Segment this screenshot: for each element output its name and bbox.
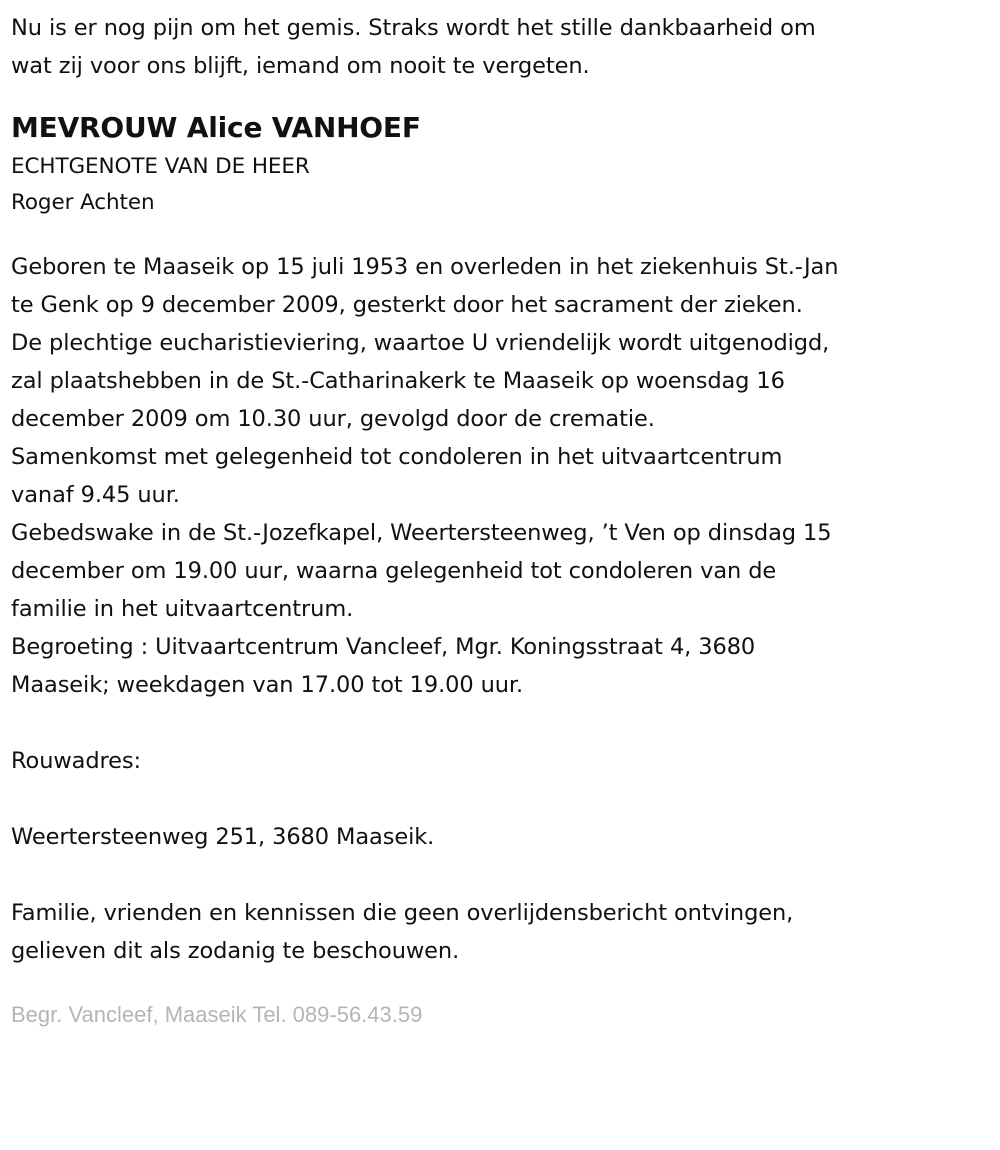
deceased-name: MEVROUW Alice VANHOEF: [11, 111, 421, 144]
mourning-address-heading: Rouwadres:: [11, 748, 142, 774]
announcement-line: zal plaatshebben in de St.-Catharinakerk te Maaseik op woensdag 16: [11, 368, 785, 394]
closing-notice: [11, 894, 990, 970]
announcement-line: familie in het uitvaartcentrum.: [11, 596, 354, 622]
announcement-line: Geboren te Maaseik op 15 juli 1953 en overleden in het ziekenhuis St.-Jan: [11, 254, 839, 280]
announcement-line: Maaseik; weekdagen van 17.00 tot 19.00 uur.: [11, 672, 524, 698]
deceased-name-block: [11, 111, 990, 219]
spouse-name: Roger Achten: [11, 190, 155, 215]
closing-line: Familie, vrienden en kennissen die geen overlijdensbericht ontvingen,: [11, 900, 794, 926]
mourning-address-value: Weertersteenweg 251, 3680 Maaseik.: [11, 824, 435, 850]
intro-line: wat zij voor ons blijft, iemand om nooit te vergeten.: [11, 53, 590, 79]
announcement-line: december om 19.00 uur, waarna gelegenheid tot condoleren van de: [11, 558, 777, 584]
announcement-line: vanaf 9.45 uur.: [11, 482, 180, 508]
announcement-body: [11, 248, 990, 704]
announcement-line: Begroeting : Uitvaartcentrum Vancleef, Mgr. Koningsstraat 4, 3680: [11, 634, 756, 660]
relation-label: ECHTGENOTE VAN DE HEER: [11, 154, 310, 179]
announcement-line: Samenkomst met gelegenheid tot condoleren in het uitvaartcentrum: [11, 444, 783, 470]
announcement-line: te Genk op 9 december 2009, gesterkt door het sacrament der zieken.: [11, 292, 803, 318]
intro-verse: [11, 0, 987, 85]
announcement-line: De plechtige eucharistieviering, waartoe U vriendelijk wordt uitgenodigd,: [11, 330, 830, 356]
announcement-line: december 2009 om 10.30 uur, gevolgd door de crematie.: [11, 406, 655, 432]
intro-line: Nu is er nog pijn om het gemis. Straks wordt het stille dankbaarheid om: [11, 15, 816, 41]
funeral-home-credit: Begr. Vancleef, Maaseik Tel. 089-56.43.59: [11, 1002, 423, 1027]
closing-line: gelieven dit als zodanig te beschouwen.: [11, 938, 460, 964]
announcement-line: Gebedswake in de St.-Jozefkapel, Weertersteenweg, ’t Ven op dinsdag 15: [11, 520, 832, 546]
